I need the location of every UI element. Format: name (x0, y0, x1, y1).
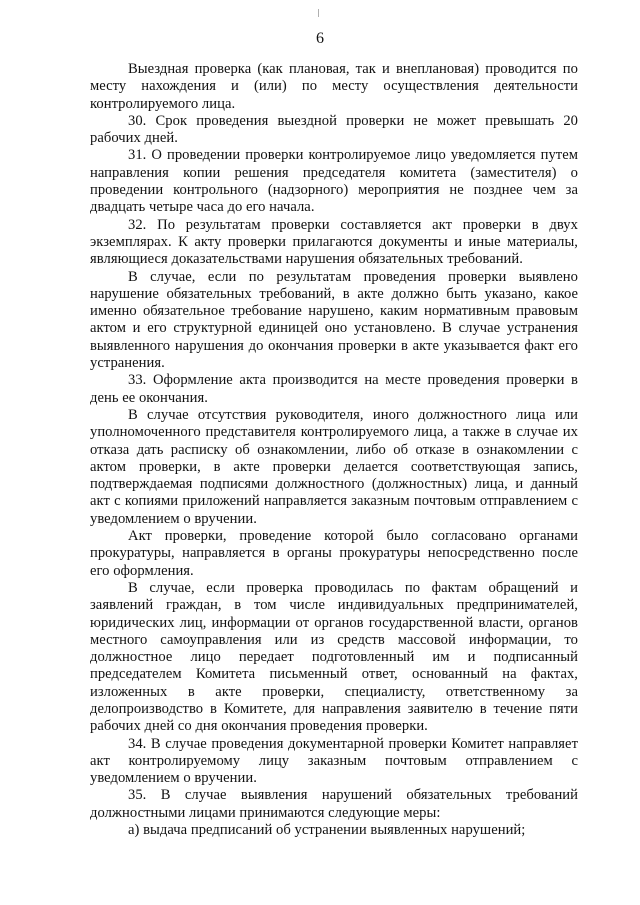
paragraph-35: 35. В случае выявления нарушений обязательных требований должностными лицами принимаются следующие меры: (90, 787, 578, 821)
paragraph-32-violation: В случае, если по результатам проведения проверки выявлено нарушение обязательных требований, в акте должно быть указано, какое именно обязательное требование нарушено, каким нормативным правовым актом и его структурной единицей оно установлено. В случае устранения выявленного нарушения до окончания проверки в акте указывается факт его устранения. (90, 268, 578, 372)
paragraph-33: 33. Оформление акта производится на месте проведения проверки в день ее окончания. (90, 372, 578, 406)
paragraph-35-a: а) выдача предписаний об устранении выявленных нарушений; (128, 822, 526, 839)
paragraph-32: 32. По результатам проверки составляется акт проверки в двух экземплярах. К акту проверки прилагаются документы и иные материалы, являющиеся доказательствами нарушения обязательных требований. (90, 216, 578, 268)
page-number: 6 (316, 30, 324, 47)
paragraph-33-complaints: В случае, если проверка проводилась по фактам обращений и заявлений граждан, в том числе индивидуальных предпринимателей, юридических лиц, информации от органов государственной власти, органов местного самоуправления или из средств массовой информации, то должностное лицо передает подготовленный им и подписанный председателем Комитета письменный ответ, основанный на фактах, изложенных в акте проверки, специалисту, ответственному за делопроизводство в Комитете, для направления заявителю в течение пяти рабочих дней со дня окончания проведения проверки. (90, 579, 578, 735)
paragraph-33-prosecutor: Акт проверки, проведение которой было согласовано органами прокуратуры, направляется в органы прокуратуры непосредственно после его оформления. (90, 528, 578, 579)
paragraph-34: 34. В случае проведения документарной проверки Комитет направляет акт контролируемому лицу заказным почтовым отправлением с уведомлением о вручении. (90, 735, 578, 787)
paragraph-intro: Выездная проверка (как плановая, так и внеплановая) проводится по месту нахождения и (или) по месту осуществления деятельности контролируемого лица. (90, 61, 578, 112)
paragraph-31: 31. О проведении проверки контролируемое лицо уведомляется путем направления копии решения председателя комитета (заместителя) о проведении контрольного (надзорного) мероприятия не позднее чем за двадцать четыре часа до его начала. (90, 147, 578, 216)
paragraph-33-absence: В случае отсутствия руководителя, иного должностного лица или уполномоченного представителя контролируемого лица, а также в случае их отказа дать расписку об ознакомлении, либо об отказе в ознакомлении с актом проверки, в акте проверки делается соответствующая запись, подтверждаемая подписями должностного (должностных) лица, и данный акт с копиями приложений направляется заказным почтовым отправлением с уведомлением о вручении. (90, 406, 578, 527)
paragraph-30: 30. Срок проведения выездной проверки не может превышать 20 рабочих дней. (90, 112, 578, 147)
scan-mark (318, 9, 319, 17)
document-body (90, 61, 578, 839)
